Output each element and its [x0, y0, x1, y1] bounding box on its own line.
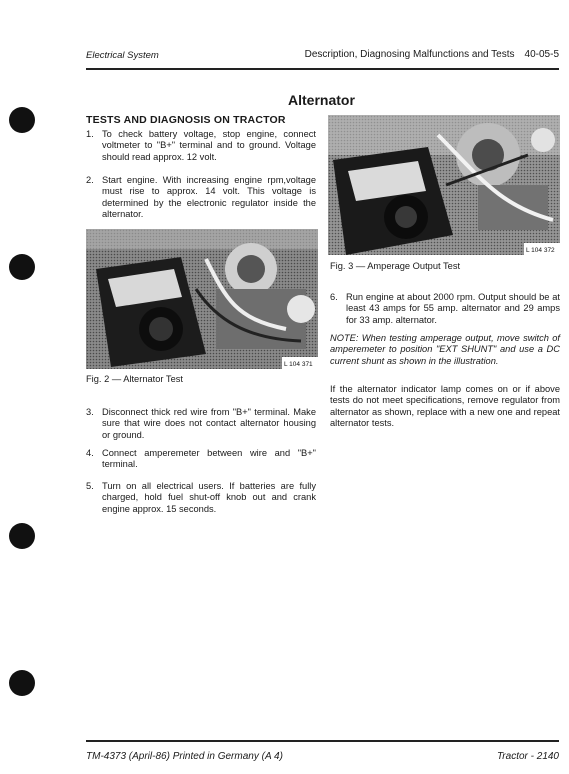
footer-publication: TM-4373 (April-86) Printed in Germany (A 4)	[86, 751, 283, 762]
figure-2-photo	[86, 229, 318, 369]
step-text: Run engine at about 2000 rpm. Output should be at least 43 amps for 55 amp. alternator and 29 amps for 33 amp. alternator.	[346, 292, 560, 325]
amperage-output-test-photo	[328, 115, 560, 255]
step-number: 3.	[86, 407, 94, 417]
step-text: Start engine. With increasing engine rpm,voltage must rise to approx. 14 volt. This voltage is determined by the electronic regulator inside the alternator.	[102, 175, 316, 220]
step-number: 1.	[86, 129, 94, 139]
alternator-test-photo	[86, 229, 318, 369]
figure-3-caption: Fig. 3 — Amperage Output Test	[330, 261, 461, 271]
step-number: 6.	[330, 292, 338, 302]
body-paragraph: If the alternator indicator lamp comes on or if above tests do not meet specifications, remove regulator from alternator as shown, replace with a new one and repeat alternator tests.	[330, 384, 560, 429]
step-text: To check battery voltage, stop engine, connect voltmeter to "B+" terminal and to ground. Voltage should read approx. 12 volt.	[102, 129, 316, 162]
subheading: TESTS AND DIAGNOSIS ON TRACTOR	[86, 114, 286, 126]
binder-hole	[9, 523, 35, 549]
figure-3-code: L 104 372	[526, 247, 555, 254]
page-number: 40-05-5	[524, 49, 559, 60]
figure-2-code: L 104 371	[284, 361, 313, 368]
header-chapter: Electrical System	[86, 50, 159, 61]
header-rule	[86, 68, 559, 70]
step-number: 4.	[86, 448, 94, 458]
binder-hole	[9, 254, 35, 280]
footer-model: Tractor - 2140	[496, 751, 559, 762]
binder-hole	[9, 107, 35, 133]
step-number: 5.	[86, 481, 94, 491]
step-text: Disconnect thick red wire from "B+" terminal. Make sure that wire does not contact alternator housing or ground.	[102, 407, 316, 440]
header-section	[305, 49, 559, 60]
step-text: Turn on all electrical users. If batteries are fully charged, hold fuel shut-off knob out and crank engine approx. 15 seconds.	[102, 481, 316, 514]
footer-rule	[86, 740, 559, 742]
binder-hole	[9, 670, 35, 696]
section-title: Alternator	[288, 92, 355, 108]
step-number: 2.	[86, 175, 94, 185]
figure-3-photo	[328, 115, 560, 255]
note: NOTE: When testing amperage output, move switch of amperemeter to position "EXT SHUNT" and use a DC current shunt as shown in the illustration.	[330, 333, 560, 366]
figure-2-caption: Fig. 2 — Alternator Test	[86, 374, 183, 384]
header-section-title: Description, Diagnosing Malfunctions and Tests	[304, 49, 515, 60]
step-text: Connect amperemeter between wire and "B+" terminal.	[102, 448, 316, 470]
